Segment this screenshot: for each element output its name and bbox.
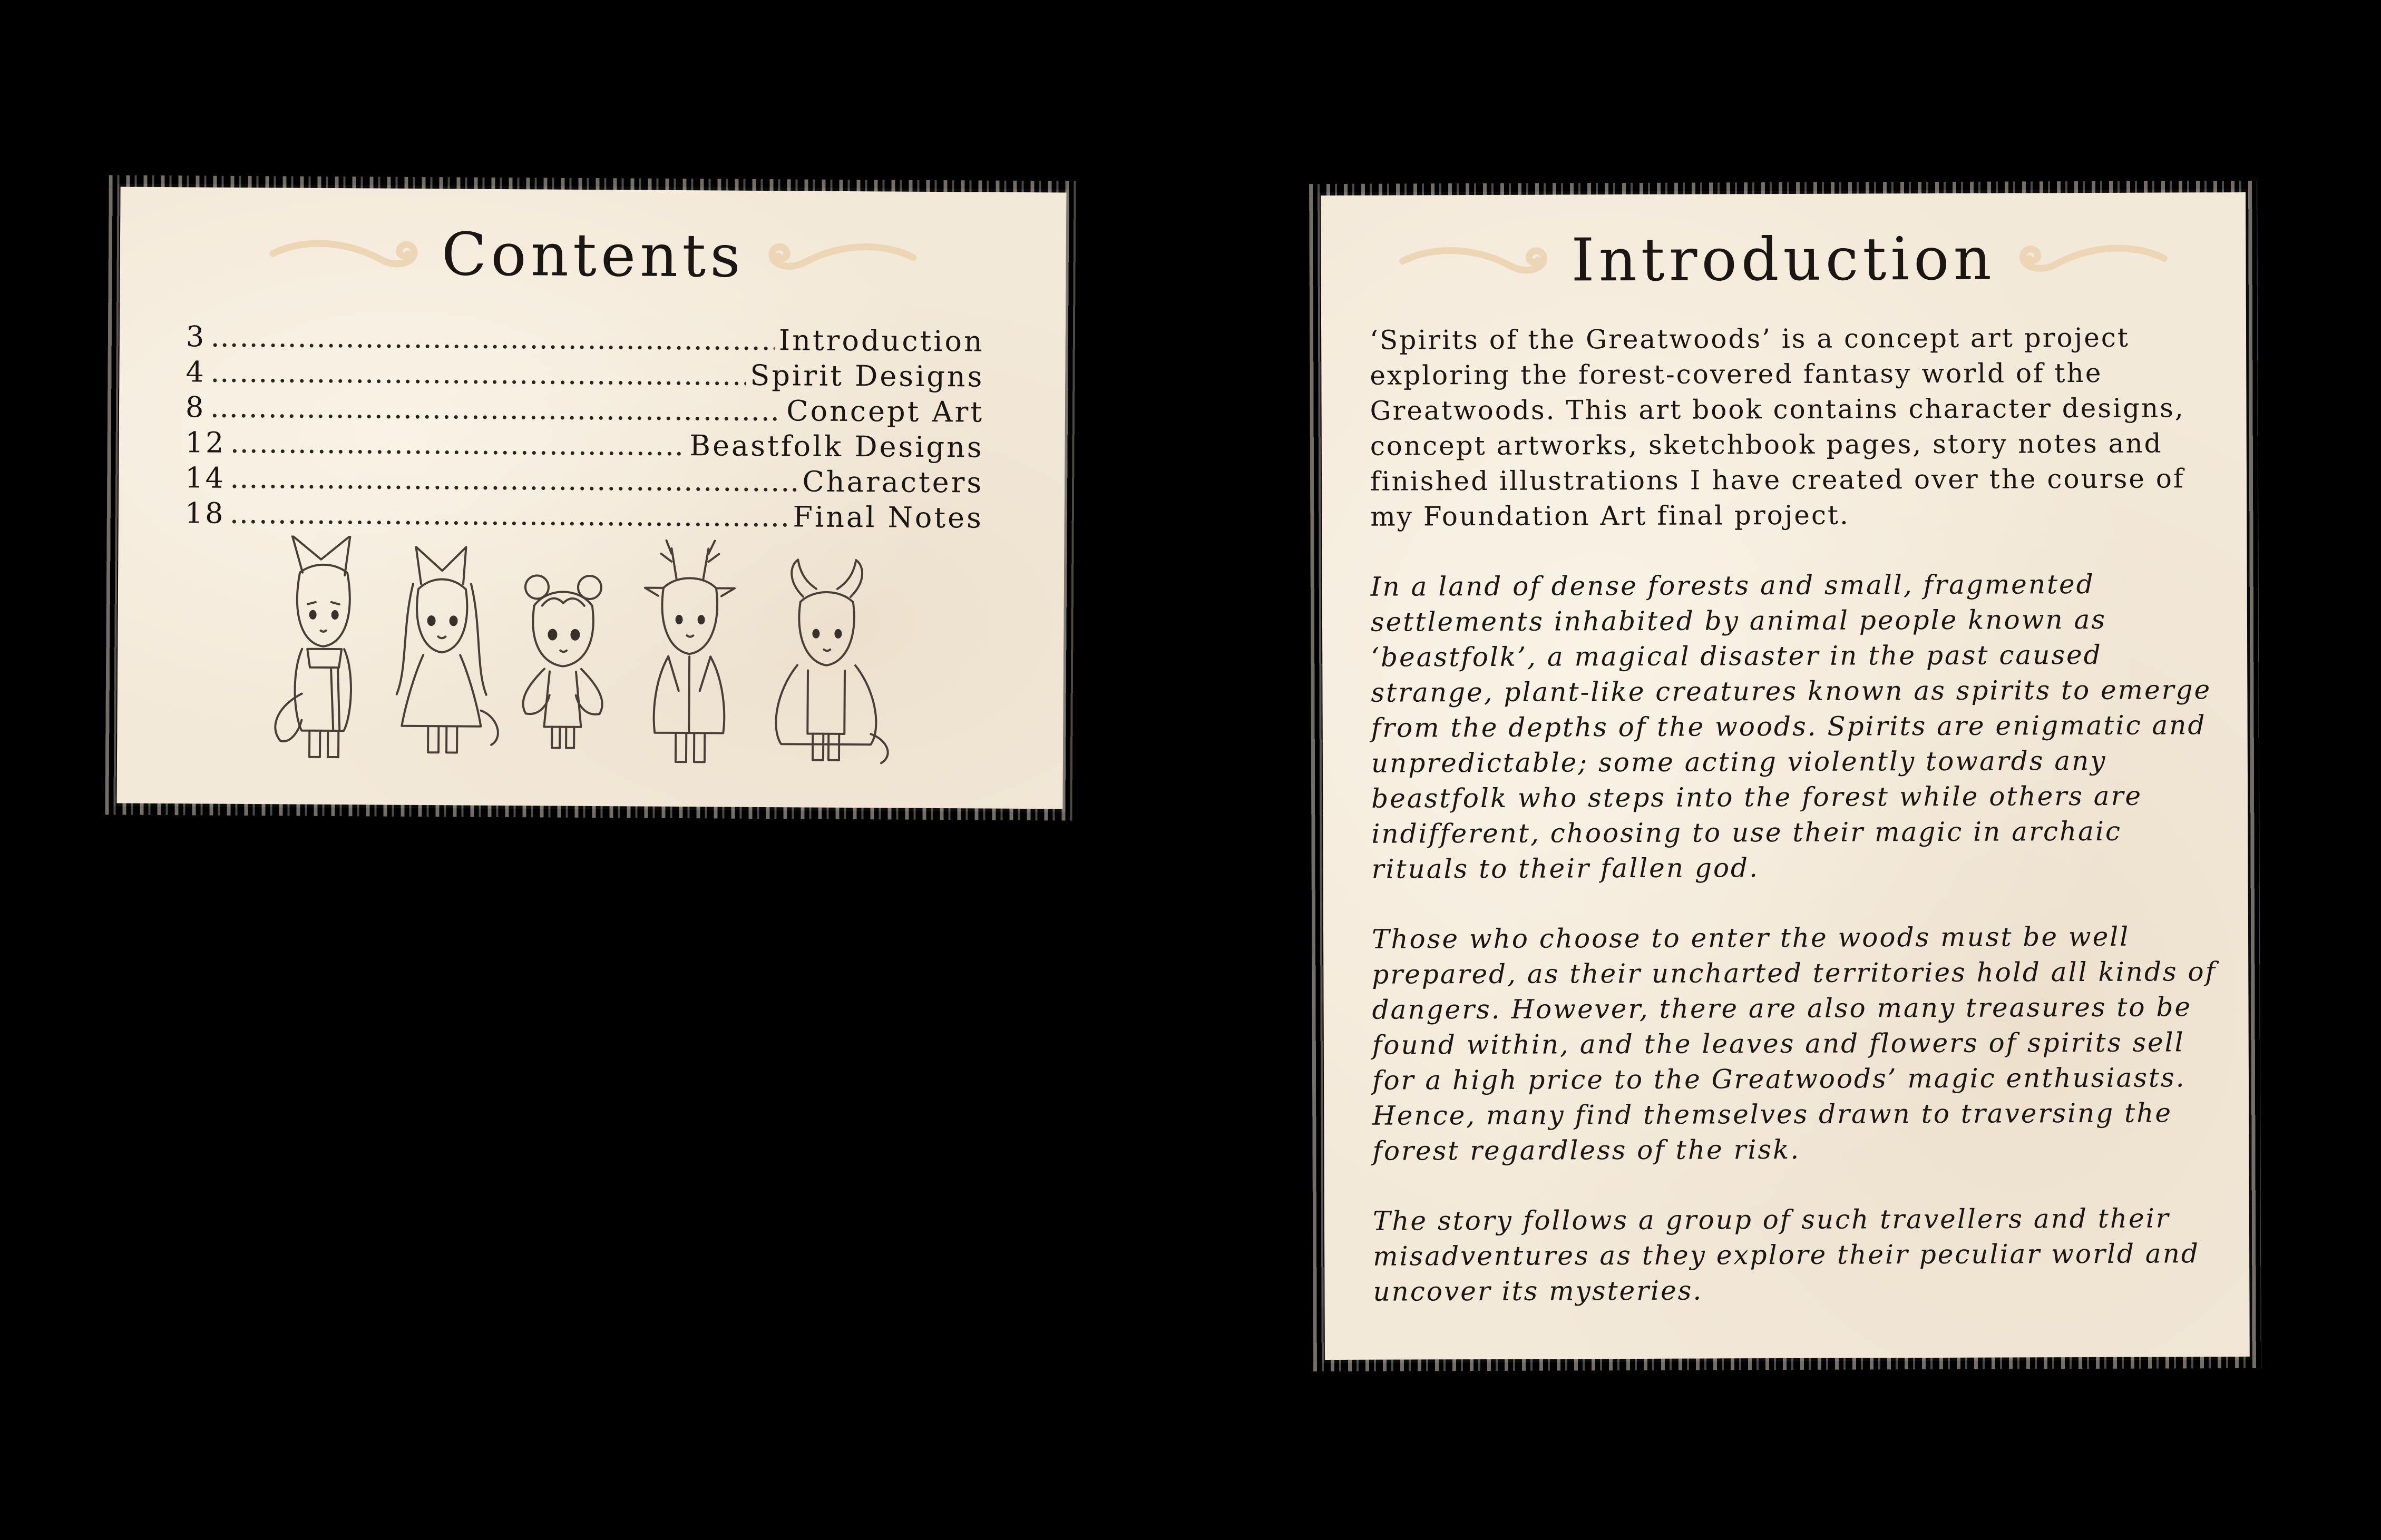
toc-leader-dots [210,320,775,357]
intro-paragraph-overview: ‘Spirits of the Greatwoods’ is a concept art project exploring the forest-covered fantasy world of the Greatwoods. This art book contains character designs, concept artworks, sketchbook pages, story notes and finished illustrations I have created over the course of my Foundation Art final project. [1370,322,2185,532]
toc-entry-beastfolk-designs[interactable] [185,426,983,466]
introduction-title: Introduction [1571,224,1996,295]
toc-entry-label: Concept Art [786,394,984,429]
toc-leader-dots [230,426,685,462]
toc-page-number: 18 [184,496,226,530]
toc-page-number: 4 [186,355,206,389]
character-sketch-bear [523,575,603,748]
toc-entry-label: Characters [802,465,984,499]
beastfolk-characters-sketch [270,535,935,787]
toc-entry-characters[interactable] [185,461,983,501]
contents-page [116,187,1066,809]
toc-entry-final-notes[interactable] [185,496,983,536]
intro-paragraph-dangers: Those who choose to enter the woods must be well prepared, as their uncharted territories hold all kinds of dangers. However, there are also many treasures to be found within, and the leaves and flowers of spirits sell for a high price to the Greatwoods’ magic enthusiasts. Hence, many find themselves drawn to traversing the forest regardless of the risk. [1371,921,2217,1166]
toc-entry-label: Introduction [778,323,985,358]
introduction-heading-row [1321,224,2246,296]
intro-paragraph-lore: In a land of dense forests and small, fragmented settlements inhabited by animal people known as ‘beastfolk’, a magical disaster in the past caused strange, plant-like creatures known as spirits to emerge from the depths of the woods. Spirits are enigmatic and unpredictable; some acting violently towards any beastfolk who steps into the forest while others are indifferent, choosing to use their magic in archaic rituals to their fallen god. [1370,568,2212,885]
toc-leader-dots [210,391,782,428]
character-sketch-wolf [396,547,499,753]
toc-page-number: 3 [186,320,207,354]
toc-page-number: 12 [185,426,226,459]
toc-entry-label: Beastfolk Designs [689,429,984,464]
toc-leader-dots [229,497,788,533]
toc-leader-dots [230,462,798,498]
toc-entry-spirit-designs[interactable] [186,355,984,395]
swirl-ornament-left-icon [267,230,426,278]
toc-entry-label: Final Notes [793,500,983,535]
introduction-body [1370,320,2227,1345]
toc-page-number: 14 [185,461,226,495]
toc-page-number: 8 [185,390,206,424]
toc-entry-concept-art[interactable] [186,390,984,430]
swirl-ornament-right-icon [2012,234,2170,282]
character-sketch-fox [275,535,352,757]
toc-entry-introduction[interactable] [186,320,984,360]
swirl-ornament-right-icon [760,233,919,281]
table-of-contents [185,320,984,536]
contents-title: Contents [441,220,745,291]
introduction-page [1321,192,2250,1360]
character-sketch-goat [776,560,889,763]
toc-leader-dots [210,356,746,392]
character-sketch-deer [644,541,735,762]
intro-paragraph-story: The story follows a group of such travellers and their misadventures as they explore their peculiar world and uncover its mysteries. [1372,1203,2200,1307]
swirl-ornament-left-icon [1397,237,1555,285]
contents-heading-row [120,219,1066,293]
toc-entry-label: Spirit Designs [750,358,984,394]
